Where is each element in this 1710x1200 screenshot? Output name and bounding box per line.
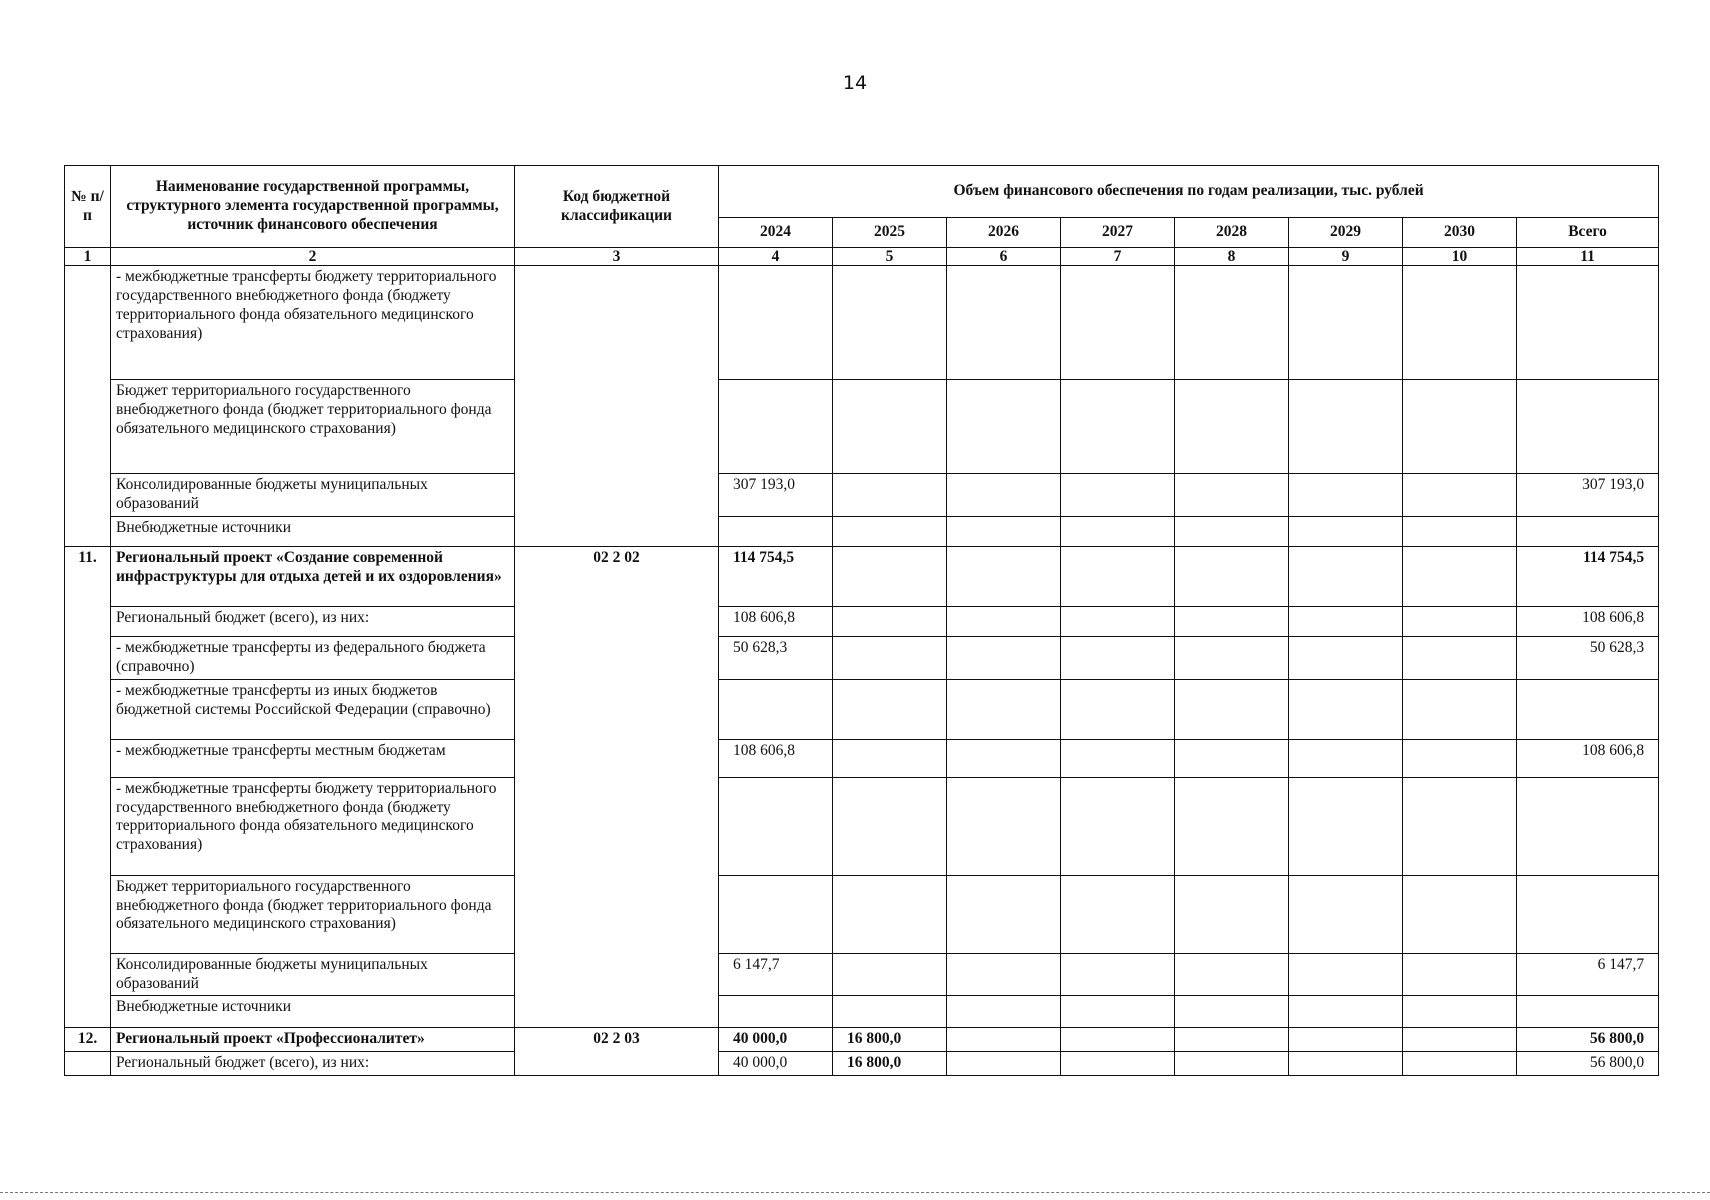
table-row [65,474,1659,517]
year-value-cell [1403,777,1517,875]
year-value-cell [1061,996,1175,1028]
header-name: Наименование государственной программы, структурного элемента государственной программы, источник финансового обеспечения [111,166,515,248]
year-value-cell [833,777,947,875]
total-value-cell: 114 754,5 [1517,546,1659,606]
year-value-cell [1403,266,1517,380]
year-value-cell: 108 606,8 [719,739,833,777]
year-value-cell [1061,739,1175,777]
year-value-cell [1061,777,1175,875]
year-value-cell [1289,1028,1403,1052]
year-value-cell [947,679,1061,739]
year-value-cell [1289,516,1403,546]
year-value-cell [719,777,833,875]
row-code [515,266,719,547]
year-value-cell [1061,636,1175,679]
column-index: 4 [719,248,833,266]
year-value-cell [833,679,947,739]
table-header [65,166,1659,266]
year-value-cell [1403,516,1517,546]
year-value-cell [833,546,947,606]
page-number: 14 [842,72,868,94]
total-value-cell [1517,516,1659,546]
year-value-cell [1061,679,1175,739]
year-value-cell [1175,777,1289,875]
year-value-cell [1403,380,1517,474]
header-year: 2024 [719,218,833,248]
year-value-cell [1289,1052,1403,1076]
year-value-cell [1289,474,1403,517]
year-value-cell [1289,739,1403,777]
year-value-cell [1289,546,1403,606]
row-code: 02 2 03 [515,1028,719,1076]
year-value-cell [833,380,947,474]
year-value-cell: 114 754,5 [719,546,833,606]
year-value-cell [1289,266,1403,380]
row-name: - межбюджетные трансферты из федерального бюджета (справочно) [111,636,515,679]
header-volume: Объем финансового обеспечения по годам реализации, тыс. рублей [719,166,1659,218]
column-index: 3 [515,248,719,266]
year-value-cell [719,679,833,739]
year-value-cell [833,266,947,380]
year-value-cell [1289,380,1403,474]
year-value-cell [833,636,947,679]
total-value-cell: 56 800,0 [1517,1028,1659,1052]
header-year: 2028 [1175,218,1289,248]
year-value-cell [1061,266,1175,380]
row-name: Бюджет территориального государственного внебюджетного фонда (бюджет территориального фонда обязательного медицинского страхования) [111,875,515,953]
year-value-cell [1403,875,1517,953]
row-name: Консолидированные бюджеты муниципальных образований [111,953,515,996]
year-value-cell [1061,606,1175,636]
year-value-cell [1175,1028,1289,1052]
table-row [65,679,1659,739]
column-index: 2 [111,248,515,266]
table-row [65,636,1659,679]
total-value-cell [1517,266,1659,380]
table-row [65,606,1659,636]
year-value-cell [947,606,1061,636]
year-value-cell [1175,953,1289,996]
row-name: - межбюджетные трансферты бюджету территориального государственного внебюджетного фонда (бюджету территориального фонда обязательного медицинского страхования) [111,777,515,875]
row-name: Консолидированные бюджеты муниципальных образований [111,474,515,517]
year-value-cell [1175,875,1289,953]
table-row [65,777,1659,875]
year-value-cell [1175,380,1289,474]
total-value-cell [1517,380,1659,474]
header-year: 2026 [947,218,1061,248]
year-value-cell [947,636,1061,679]
column-index: 7 [1061,248,1175,266]
year-value-cell [1403,474,1517,517]
total-value-cell: 307 193,0 [1517,474,1659,517]
financing-table [64,165,1659,1076]
table-row [65,953,1659,996]
year-value-cell [947,777,1061,875]
table-row [65,1028,1659,1052]
column-index: 1 [65,248,111,266]
total-value-cell [1517,996,1659,1028]
row-name: Региональный бюджет (всего), из них: [111,1052,515,1076]
year-value-cell [719,875,833,953]
year-value-cell: 40 000,0 [719,1052,833,1076]
year-value-cell [1403,1028,1517,1052]
year-value-cell [947,516,1061,546]
year-value-cell [1175,739,1289,777]
year-value-cell [947,996,1061,1028]
year-value-cell [1403,546,1517,606]
year-value-cell [1175,606,1289,636]
table-row [65,516,1659,546]
year-value-cell [1061,953,1175,996]
year-value-cell [947,266,1061,380]
year-value-cell [1403,679,1517,739]
year-value-cell [947,875,1061,953]
row-name: Региональный проект «Профессионалитет» [111,1028,515,1052]
row-number: 12. [65,1028,111,1052]
year-value-cell [1403,739,1517,777]
total-value-cell: 108 606,8 [1517,739,1659,777]
year-value-cell [1175,636,1289,679]
year-value-cell [1175,1052,1289,1076]
column-index: 5 [833,248,947,266]
row-name: Внебюджетные источники [111,996,515,1028]
row-name: Региональный бюджет (всего), из них: [111,606,515,636]
row-number: 11. [65,546,111,1028]
year-value-cell [1289,636,1403,679]
year-value-cell [1175,546,1289,606]
row-name: - межбюджетные трансферты местным бюджетам [111,739,515,777]
row-name: - межбюджетные трансферты из иных бюджетов бюджетной системы Российской Федерации (справочно) [111,679,515,739]
header-year: Всего [1517,218,1659,248]
year-value-cell [947,739,1061,777]
column-index: 6 [947,248,1061,266]
year-value-cell [1403,636,1517,679]
year-value-cell [1175,474,1289,517]
header-year: 2025 [833,218,947,248]
header-number: № п/п [65,166,111,248]
year-value-cell [1289,679,1403,739]
year-value-cell [1061,875,1175,953]
year-value-cell [1289,875,1403,953]
year-value-cell: 50 628,3 [719,636,833,679]
total-value-cell: 108 606,8 [1517,606,1659,636]
table-row [65,1052,1659,1076]
year-value-cell [1289,777,1403,875]
column-index: 8 [1175,248,1289,266]
year-value-cell [719,380,833,474]
header-year: 2027 [1061,218,1175,248]
year-value-cell [947,380,1061,474]
table-row [65,875,1659,953]
year-value-cell: 108 606,8 [719,606,833,636]
year-value-cell [947,1028,1061,1052]
year-value-cell [1061,1052,1175,1076]
row-name: Региональный проект «Создание современной инфраструктуры для отдыха детей и их оздоровления» [111,546,515,606]
year-value-cell [719,996,833,1028]
year-value-cell [1175,516,1289,546]
total-value-cell: 56 800,0 [1517,1052,1659,1076]
header-year: 2030 [1403,218,1517,248]
year-value-cell: 307 193,0 [719,474,833,517]
year-value-cell [1403,606,1517,636]
row-code: 02 2 02 [515,546,719,1028]
year-value-cell [947,1052,1061,1076]
row-number [65,266,111,547]
year-value-cell: 16 800,0 [833,1028,947,1052]
year-value-cell [719,266,833,380]
year-value-cell [833,606,947,636]
row-name: Бюджет территориального государственного внебюджетного фонда (бюджет территориального фонда обязательного медицинского страхования) [111,380,515,474]
total-value-cell: 50 628,3 [1517,636,1659,679]
year-value-cell [833,516,947,546]
year-value-cell [1061,474,1175,517]
year-value-cell [1061,1028,1175,1052]
table-body [65,266,1659,1076]
header-year: 2029 [1289,218,1403,248]
row-name: Внебюджетные источники [111,516,515,546]
year-value-cell [1289,606,1403,636]
year-value-cell [1175,996,1289,1028]
year-value-cell: 40 000,0 [719,1028,833,1052]
page-edge-rule [0,1192,1710,1193]
column-index: 9 [1289,248,1403,266]
year-value-cell [1403,1052,1517,1076]
table-row [65,266,1659,380]
year-value-cell [1175,679,1289,739]
column-index: 11 [1517,248,1659,266]
year-value-cell [1289,996,1403,1028]
total-value-cell [1517,679,1659,739]
year-value-cell [833,953,947,996]
year-value-cell [1061,516,1175,546]
year-value-cell: 16 800,0 [833,1052,947,1076]
year-value-cell [1403,996,1517,1028]
year-value-cell [947,953,1061,996]
table-row [65,996,1659,1028]
header-code: Код бюджетной классификации [515,166,719,248]
total-value-cell: 6 147,7 [1517,953,1659,996]
total-value-cell [1517,777,1659,875]
table-row [65,546,1659,606]
year-value-cell [833,739,947,777]
year-value-cell [1289,953,1403,996]
year-value-cell: 6 147,7 [719,953,833,996]
year-value-cell [1175,266,1289,380]
year-value-cell [833,996,947,1028]
column-index: 10 [1403,248,1517,266]
year-value-cell [1061,546,1175,606]
table-row [65,380,1659,474]
year-value-cell [1403,953,1517,996]
year-value-cell [833,474,947,517]
table-row [65,739,1659,777]
year-value-cell [947,474,1061,517]
total-value-cell [1517,875,1659,953]
year-value-cell [719,516,833,546]
year-value-cell [1061,380,1175,474]
row-number [65,1052,111,1076]
row-name: - межбюджетные трансферты бюджету территориального государственного внебюджетного фонда (бюджету территориального фонда обязательного медицинского страхования) [111,266,515,380]
year-value-cell [947,546,1061,606]
year-value-cell [833,875,947,953]
